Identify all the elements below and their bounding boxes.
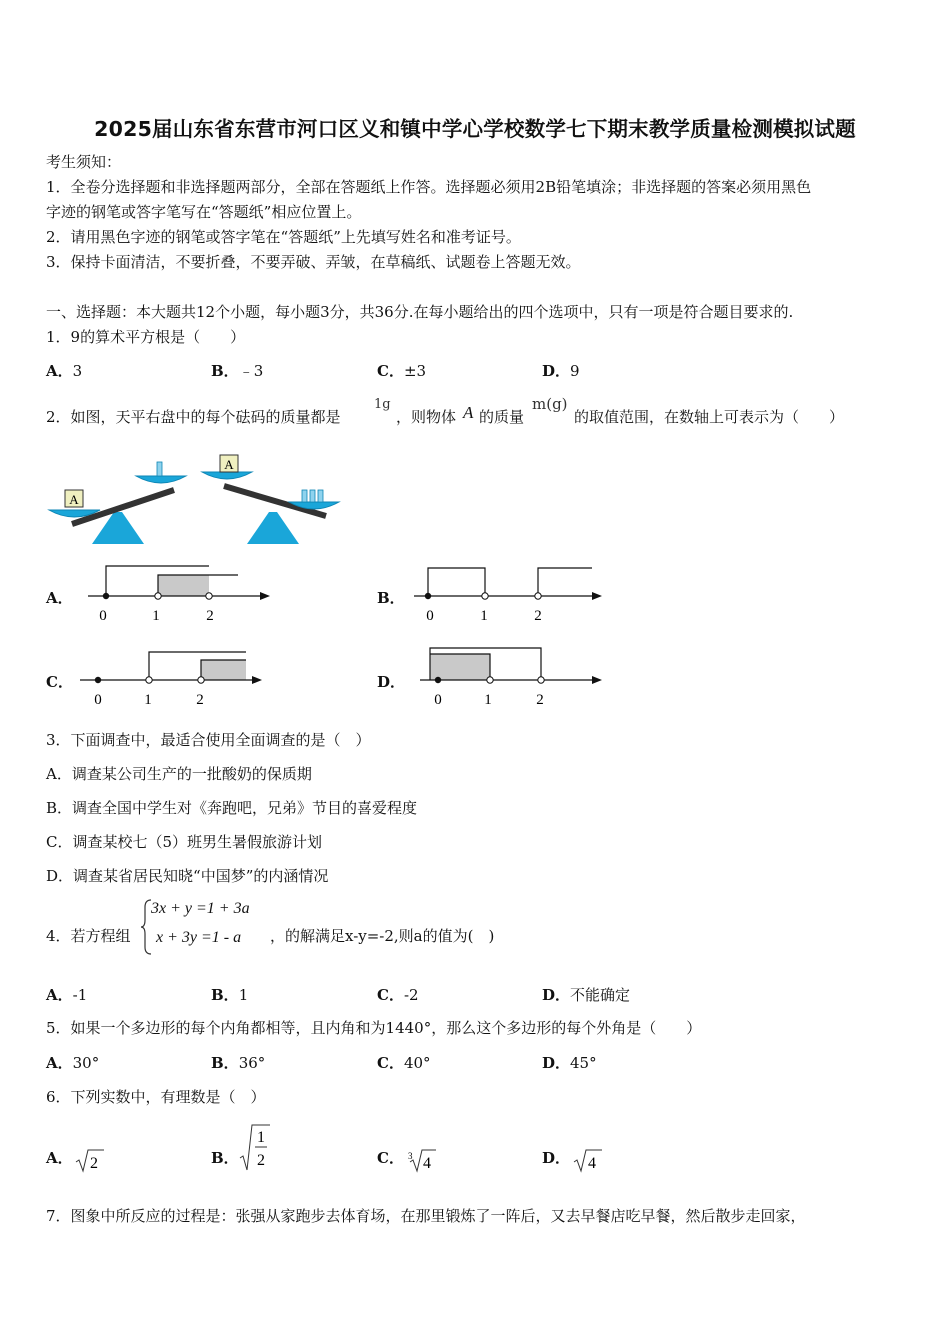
- q1-option-c[interactable]: [377, 360, 426, 382]
- axis-arrow: [252, 676, 262, 684]
- number-line-d[interactable]: [416, 646, 611, 708]
- option-label: C．: [377, 1054, 404, 1072]
- weight: [157, 462, 162, 476]
- option-label: B．: [211, 1054, 239, 1072]
- option-text: 45°: [570, 1054, 597, 1072]
- numerator: 1: [257, 1129, 265, 1146]
- radicand: 4: [423, 1155, 431, 1172]
- option-text: 1: [238, 986, 249, 1004]
- q3-option-b[interactable]: B．调查全国中学生对《奔跑吧，兄弟》节目的喜爱程度: [46, 799, 418, 817]
- radicand: 2: [90, 1155, 98, 1172]
- object-a-label: A: [224, 457, 234, 472]
- option-text: 36°: [238, 1054, 266, 1072]
- option-text: -1: [72, 986, 88, 1004]
- question-6-stem: 6．下列实数中，有理数是（ ）: [46, 1088, 266, 1106]
- equation-2: x + 3y =1 - a: [156, 929, 242, 946]
- option-label: A．: [46, 1054, 73, 1072]
- q4-option-d[interactable]: [542, 984, 630, 1006]
- option-label: D．: [542, 1054, 571, 1072]
- left-balance: [49, 462, 186, 544]
- tick-label: 1: [152, 608, 160, 624]
- q2-option-a-label[interactable]: A．: [46, 589, 73, 607]
- radicand: 4: [588, 1155, 596, 1172]
- question-7-stem: 7．图象中所反应的过程是：张强从家跑步去体育场，在那里锻炼了一阵后，又去早餐店吃早餐，然后散步走回家，: [46, 1207, 806, 1225]
- range-bracket: [538, 568, 592, 596]
- tick-label: 2: [536, 692, 544, 708]
- q5-option-b[interactable]: [211, 1052, 265, 1074]
- weight: [318, 490, 323, 502]
- hollow-point: [538, 677, 544, 683]
- solid-point: [435, 677, 441, 683]
- q4-suffix: ，的解满足x-y=-2,则a的值为( ): [270, 927, 495, 945]
- hollow-point: [155, 593, 161, 599]
- q2-text: ，则物体: [396, 408, 457, 426]
- root-index: 3: [408, 1151, 413, 1161]
- tick-label: 0: [99, 608, 107, 624]
- weight: [302, 490, 307, 502]
- tick-label: 2: [196, 692, 204, 708]
- balance-stand: [247, 512, 299, 544]
- q5-option-a[interactable]: [46, 1052, 99, 1074]
- question-2-stem: 2．如图，天平右盘中的每个砝码的质量都是: [46, 408, 341, 426]
- option-label: D．: [542, 362, 571, 380]
- question-1-stem: 1．9的算术平方根是（ ）: [46, 328, 246, 346]
- denominator: 2: [257, 1152, 265, 1169]
- tick-label: 1: [480, 608, 488, 624]
- option-label: B．: [211, 362, 239, 380]
- option-text: 30°: [72, 1054, 100, 1072]
- q2-unit: 1g: [374, 397, 391, 412]
- q4-option-c[interactable]: [377, 984, 419, 1006]
- question-3-stem: 3．下面调查中，最适合使用全面调查的是（ ）: [46, 731, 371, 749]
- shaded-range: [201, 660, 246, 680]
- q4-option-a[interactable]: [46, 984, 87, 1006]
- question-5-stem: 5．如果一个多边形的每个内角都相等，且内角和为1440°，那么这个多边形的每个外角是（ ）: [46, 1019, 702, 1037]
- notice-item: 1．全卷分选择题和非选择题两部分，全部在答题纸上作答。选择题必须用2B铅笔填涂；非选择题的答案必须用黑色: [46, 178, 812, 196]
- q6-option-b[interactable]: B．: [211, 1149, 239, 1167]
- tick-label: 0: [434, 692, 442, 708]
- tick-label: 0: [94, 692, 102, 708]
- q1-option-b[interactable]: [211, 360, 263, 382]
- option-label: C．: [377, 986, 404, 1004]
- q3-option-d[interactable]: D．调查某省居民知晓“中国梦”的内涵情况: [46, 867, 329, 885]
- question-4-stem: 4．若方程组: [46, 927, 131, 945]
- solid-point: [95, 677, 101, 683]
- q4-option-b[interactable]: [211, 984, 248, 1006]
- notice-item: 2．请用黑色字迹的钢笔或答字笔在“答题纸”上先填写姓名和准考证号。: [46, 228, 521, 246]
- option-text: ±3: [403, 362, 427, 380]
- number-line-c[interactable]: [76, 646, 271, 708]
- right-balance: [202, 455, 339, 544]
- hollow-point: [198, 677, 204, 683]
- notice-heading: 考生须知：: [46, 153, 122, 171]
- hollow-point: [487, 677, 493, 683]
- shaded-range: [430, 654, 490, 680]
- number-line-a[interactable]: [84, 562, 279, 624]
- solid-point: [103, 593, 109, 599]
- sqrt-4: [572, 1146, 604, 1174]
- tick-label: 1: [484, 692, 492, 708]
- equation-1: 3x + y =1 + 3a: [151, 900, 250, 917]
- option-text: 9: [570, 362, 580, 380]
- tick-label: 1: [144, 692, 152, 708]
- option-label: D．: [542, 986, 571, 1004]
- weight: [310, 490, 315, 502]
- hollow-point: [482, 593, 488, 599]
- q2-option-d-label[interactable]: D．: [377, 673, 406, 691]
- option-label: A．: [46, 362, 73, 380]
- tick-label: 2: [206, 608, 214, 624]
- notice-item: 3．保持卡面清洁，不要折叠，不要弄破、弄皱，在草稿纸、试题卷上答题无效。: [46, 253, 581, 271]
- option-text: -2: [403, 986, 419, 1004]
- q1-option-d[interactable]: [542, 360, 580, 382]
- object-a-label: A: [69, 492, 79, 507]
- hollow-point: [535, 593, 541, 599]
- option-label: A．: [46, 986, 73, 1004]
- axis-arrow: [592, 592, 602, 600]
- q2-var: A: [463, 403, 474, 422]
- q3-option-c[interactable]: C．调查某校七（5）班男生暑假旅游计划: [46, 833, 323, 851]
- balance-figure: [44, 452, 344, 548]
- option-text: 不能确定: [570, 986, 631, 1004]
- option-label: C．: [377, 362, 404, 380]
- sqrt-half: [238, 1122, 272, 1174]
- q2-text: 的取值范围，在数轴上可表示为（ ）: [574, 408, 845, 426]
- number-line-b[interactable]: [410, 562, 610, 624]
- tick-label: 2: [534, 608, 542, 624]
- solid-point: [425, 593, 431, 599]
- q2-mass: m(g): [532, 395, 568, 413]
- q5-option-d[interactable]: [542, 1052, 597, 1074]
- q6-option-d[interactable]: D．: [542, 1149, 571, 1167]
- option-label: B．: [211, 986, 239, 1004]
- option-text: ﹣3: [238, 362, 264, 380]
- q5-option-c[interactable]: [377, 1052, 431, 1074]
- page-title: 2025届山东省东营市河口区义和镇中学心学校数学七下期末教学质量检测模拟试题: [94, 117, 856, 141]
- range-bracket: [428, 568, 485, 596]
- q2-option-c-label[interactable]: C．: [46, 673, 73, 691]
- right-pan: [136, 476, 186, 483]
- hollow-point: [146, 677, 152, 683]
- q3-option-a[interactable]: A．调查某公司生产的一批酸奶的保质期: [46, 765, 312, 783]
- option-text: 3: [72, 362, 83, 380]
- option-text: 40°: [403, 1054, 431, 1072]
- hollow-point: [206, 593, 212, 599]
- shaded-range: [158, 575, 209, 596]
- tick-label: 0: [426, 608, 434, 624]
- notice-item: 字迹的钢笔或答字笔写在“答题纸”相应位置上。: [46, 203, 362, 221]
- axis-arrow: [260, 592, 270, 600]
- axis-arrow: [592, 676, 602, 684]
- q6-option-c[interactable]: C．: [377, 1149, 404, 1167]
- section-heading: 一、选择题：本大题共12个小题，每小题3分，共36分.在每小题给出的四个选项中，只有一项是符合题目要求的.: [46, 303, 794, 321]
- q2-text: 的质量: [479, 408, 525, 426]
- sqrt-2: [74, 1146, 106, 1174]
- q2-option-b-label[interactable]: B．: [377, 589, 405, 607]
- cube-root-4: [406, 1146, 438, 1174]
- left-pan: [202, 472, 252, 479]
- q6-option-a[interactable]: A．: [46, 1149, 73, 1167]
- q1-option-a[interactable]: [46, 360, 82, 382]
